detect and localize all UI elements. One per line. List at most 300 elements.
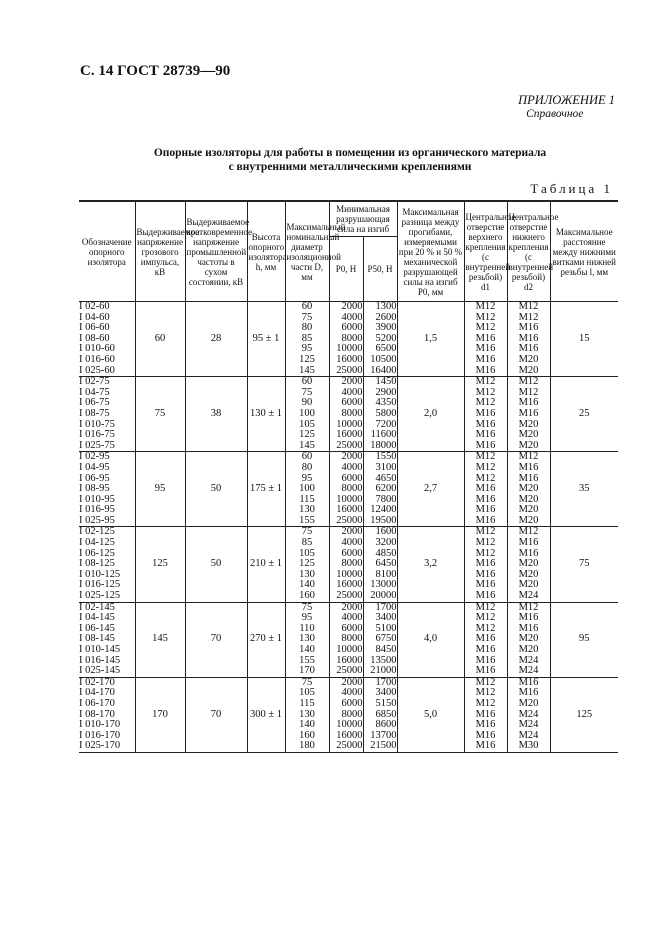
diameter-cell-value: 180: [299, 740, 315, 752]
lower-thread-cell-value: M16: [518, 687, 539, 699]
lower-thread-cell-value: M12: [518, 376, 539, 388]
upper-thread-cell-value: M12: [475, 451, 496, 463]
lower-thread-cell: [507, 527, 550, 602]
designation-cell-value: I 016-95: [79, 504, 115, 516]
lower-thread-cell-value: M20: [518, 568, 539, 580]
table-row-group: [79, 602, 618, 677]
table-title-line2: с внутренними металлическими креплениями: [228, 161, 472, 173]
p0-cell: [329, 602, 363, 677]
upper-thread-cell-value: M12: [475, 461, 496, 473]
impulse-voltage-cell: 95: [135, 452, 185, 527]
insulator-table: [79, 200, 618, 753]
lower-thread-cell-value: M20: [518, 504, 539, 516]
lower-thread-cell-value: M20: [518, 579, 539, 591]
lower-thread-cell-value: M20: [518, 429, 539, 441]
diameter-cell-value: 75: [301, 601, 313, 613]
designation-cell-value: I 016-170: [79, 729, 121, 741]
diameter-cell-value: 145: [299, 364, 315, 376]
diameter-cell-value: 75: [301, 526, 313, 538]
p50-cell: [363, 677, 397, 752]
upper-thread-cell: [464, 527, 507, 602]
p50-cell-value: 3900: [375, 322, 397, 334]
max-distance-cell: 95: [550, 602, 618, 677]
impulse-voltage-cell: 60: [135, 302, 185, 377]
diameter-cell-value: 130: [299, 633, 315, 645]
designation-cell-value: I 010-170: [79, 719, 121, 731]
diameter-cell-value: 75: [301, 386, 313, 398]
height-cell: 130 ± 1: [247, 377, 285, 452]
lower-thread-cell-value: M12: [518, 451, 539, 463]
p50-cell-value: 1700: [375, 601, 397, 613]
designation-cell-value: I 06-60: [79, 322, 110, 334]
lower-thread-cell-value: M20: [518, 353, 539, 365]
p50-cell-value: 5100: [375, 622, 397, 634]
p0-cell: [329, 452, 363, 527]
col-header-diameter: Максимальный номинальный диаметр изоляционной части D, мм: [285, 201, 329, 302]
designation-cell-value: I 016-125: [79, 579, 121, 591]
p50-cell-value: 1300: [375, 301, 397, 312]
p50-cell-value: 6750: [375, 633, 397, 645]
p50-cell-value: 4350: [375, 397, 397, 409]
designation-cell: [79, 302, 135, 377]
upper-thread-cell-value: M16: [475, 558, 496, 570]
designation-cell-value: I 08-170: [79, 708, 115, 720]
upper-thread-cell-value: M16: [475, 514, 496, 526]
lower-thread-cell-value: M24: [518, 719, 539, 731]
col-header-designation: Обозначение опорного изолятора: [79, 201, 135, 302]
lower-thread-cell-value: M16: [518, 322, 539, 334]
p0-cell-value: 8000: [341, 633, 363, 645]
p50-cell-value: 13500: [370, 654, 397, 666]
appendix-title: ПРИЛОЖЕНИЕ 1: [518, 93, 615, 107]
p0-cell-value: 4000: [341, 461, 363, 473]
p0-cell-value: 16000: [336, 504, 363, 516]
upper-thread-cell-value: M16: [475, 633, 496, 645]
diameter-cell-value: 95: [301, 343, 313, 355]
p0-cell-value: 8000: [341, 558, 363, 570]
p0-cell-value: 8000: [341, 407, 363, 419]
p0-cell-value: 4000: [341, 311, 363, 323]
diameter-cell-value: 105: [299, 547, 315, 559]
max-deflection-cell: 2,7: [397, 452, 464, 527]
lower-thread-cell-value: M20: [518, 697, 539, 709]
height-cell: 175 ± 1: [247, 452, 285, 527]
upper-thread-cell-value: M16: [475, 579, 496, 591]
designation-cell-value: I 016-145: [79, 654, 121, 666]
designation-cell-value: I 04-60: [79, 311, 110, 323]
diameter-cell-value: 115: [299, 493, 315, 505]
designation-cell: [79, 602, 135, 677]
designation-cell-value: I 016-60: [79, 353, 115, 365]
lower-thread-cell-value: M16: [518, 343, 539, 355]
designation-cell-value: I 08-145: [79, 633, 115, 645]
designation-cell-value: I 010-125: [79, 568, 121, 580]
p0-cell-value: 16000: [336, 654, 363, 666]
lower-thread-cell-value: M20: [518, 364, 539, 376]
upper-thread-cell-value: M16: [475, 343, 496, 355]
p50-cell-value: 5150: [375, 697, 397, 709]
p50-cell-value: 6500: [375, 343, 397, 355]
diameter-cell-value: 130: [299, 504, 315, 516]
p50-cell-value: 8100: [375, 568, 397, 580]
max-distance-cell: 25: [550, 377, 618, 452]
lower-thread-cell-value: M20: [518, 558, 539, 570]
upper-thread-cell-value: M12: [475, 676, 496, 688]
table-title: [80, 146, 620, 174]
p0-cell-value: 8000: [341, 708, 363, 720]
diameter-cell-value: 130: [299, 568, 315, 580]
diameter-cell-value: 130: [299, 708, 315, 720]
p50-cell-value: 2900: [375, 386, 397, 398]
p0-cell-value: 10000: [336, 493, 363, 505]
height-cell: 95 ± 1: [247, 302, 285, 377]
max-distance-cell: 35: [550, 452, 618, 527]
diameter-cell-value: 85: [301, 537, 313, 549]
designation-cell-value: I 08-125: [79, 558, 115, 570]
lower-thread-cell-value: M16: [518, 622, 539, 634]
p0-cell-value: 8000: [341, 483, 363, 495]
designation-cell: [79, 527, 135, 602]
upper-thread-cell: [464, 377, 507, 452]
max-deflection-cell: 2,0: [397, 377, 464, 452]
height-cell: 210 ± 1: [247, 527, 285, 602]
height-cell: 300 ± 1: [247, 677, 285, 752]
diameter-cell-value: 140: [299, 644, 315, 655]
designation-cell-value: I 010-75: [79, 418, 115, 430]
upper-thread-cell-value: M16: [475, 353, 496, 365]
designation-cell-value: I 010-95: [79, 493, 115, 505]
lower-thread-cell-value: M20: [518, 483, 539, 495]
designation-cell-value: I 010-145: [79, 644, 121, 655]
p0-cell-value: 8000: [341, 332, 363, 344]
p0-cell: [329, 302, 363, 377]
diameter-cell-value: 125: [299, 558, 315, 570]
page-header: С. 14 ГОСТ 28739—90: [80, 63, 231, 79]
table-row-group: [79, 527, 618, 602]
p0-cell-value: 16000: [336, 579, 363, 591]
p50-cell-value: 5800: [375, 407, 397, 419]
impulse-voltage-cell: 170: [135, 677, 185, 752]
p0-cell-value: 25000: [336, 590, 363, 602]
upper-thread-cell-value: M12: [475, 547, 496, 559]
upper-thread-cell-value: M16: [475, 729, 496, 741]
designation-cell-value: I 02-125: [79, 526, 115, 538]
upper-thread-cell-value: M12: [475, 612, 496, 624]
p50-cell-value: 11600: [370, 429, 397, 441]
power-freq-voltage-cell: 38: [185, 377, 247, 452]
p50-cell-value: 6450: [375, 558, 397, 570]
designation-cell-value: I 025-95: [79, 514, 115, 526]
max-distance-cell: 125: [550, 677, 618, 752]
lower-thread-cell: [507, 452, 550, 527]
designation-cell-value: I 02-75: [79, 376, 110, 388]
max-distance-cell: 15: [550, 302, 618, 377]
max-deflection-cell: 5,0: [397, 677, 464, 752]
col-header-min-force: Минимальная разрушающая сила на изгиб: [329, 201, 397, 237]
diameter-cell-value: 160: [299, 729, 315, 741]
designation-cell-value: I 025-170: [79, 740, 121, 752]
designation-cell-value: I 016-75: [79, 429, 115, 441]
designation-cell-value: I 06-125: [79, 547, 115, 559]
power-freq-voltage-cell: 50: [185, 527, 247, 602]
designation-cell: [79, 452, 135, 527]
p0-cell-value: 25000: [336, 439, 363, 451]
lower-thread-cell-value: M24: [518, 708, 539, 720]
p0-cell-value: 25000: [336, 665, 363, 677]
p50-cell-value: 16400: [370, 364, 397, 376]
diameter-cell-value: 155: [299, 654, 315, 666]
designation-cell-value: I 08-75: [79, 407, 110, 419]
designation-cell-value: I 02-60: [79, 301, 110, 312]
upper-thread-cell: [464, 677, 507, 752]
diameter-cell-value: 85: [301, 332, 313, 344]
table-caption: Таблица 1: [530, 181, 613, 196]
lower-thread-cell-value: M16: [518, 472, 539, 484]
p50-cell-value: 20000: [370, 590, 397, 602]
p0-cell-value: 10000: [336, 568, 363, 580]
p50-cell-value: 8600: [375, 719, 397, 731]
designation-cell-value: I 025-60: [79, 364, 115, 376]
designation-cell-value: I 04-145: [79, 612, 115, 624]
diameter-cell: [285, 377, 329, 452]
table-row: [79, 452, 618, 527]
p50-cell-value: 19500: [370, 514, 397, 526]
lower-thread-cell-value: M30: [518, 740, 539, 752]
col-header-power-freq-voltage: Выдерживаемое кратковременное напряжение промышленной частоты в сухом состоянии, кВ: [185, 201, 247, 302]
diameter-cell: [285, 677, 329, 752]
col-header-impulse-voltage: Выдерживаемое напряжение грозового импульса, кВ: [135, 201, 185, 302]
p50-cell-value: 5200: [375, 332, 397, 344]
diameter-cell-value: 155: [299, 514, 315, 526]
p0-cell-value: 16000: [336, 429, 363, 441]
p0-cell-value: 10000: [336, 719, 363, 731]
p0-cell-value: 2000: [341, 601, 363, 613]
lower-thread-cell-value: M12: [518, 386, 539, 398]
diameter-cell: [285, 302, 329, 377]
diameter-cell-value: 75: [301, 676, 313, 688]
diameter-cell: [285, 602, 329, 677]
impulse-voltage-cell: 125: [135, 527, 185, 602]
designation-cell-value: I 04-95: [79, 461, 110, 473]
lower-thread-cell-value: M20: [518, 493, 539, 505]
height-cell: 270 ± 1: [247, 602, 285, 677]
lower-thread-cell: [507, 377, 550, 452]
upper-thread-cell-value: M12: [475, 537, 496, 549]
lower-thread-cell-value: M24: [518, 590, 539, 602]
designation-cell-value: I 06-170: [79, 697, 115, 709]
designation-cell-value: I 025-145: [79, 665, 121, 677]
upper-thread-cell-value: M12: [475, 687, 496, 699]
power-freq-voltage-cell: 70: [185, 677, 247, 752]
p0-cell-value: 2000: [341, 676, 363, 688]
designation-cell-value: I 025-125: [79, 590, 121, 602]
upper-thread-cell: [464, 452, 507, 527]
upper-thread-cell-value: M12: [475, 322, 496, 334]
upper-thread-cell: [464, 302, 507, 377]
p0-cell-value: 6000: [341, 472, 363, 484]
diameter-cell: [285, 527, 329, 602]
p0-cell-value: 6000: [341, 397, 363, 409]
designation-cell: [79, 377, 135, 452]
table-row-group: [79, 677, 618, 752]
designation-cell-value: I 025-75: [79, 439, 115, 451]
upper-thread-cell-value: M16: [475, 665, 496, 677]
upper-thread-cell-value: M16: [475, 719, 496, 731]
p50-cell-value: 7200: [375, 418, 397, 430]
appendix-subtitle: Справочное: [526, 108, 584, 120]
p0-cell-value: 2000: [341, 301, 363, 312]
upper-thread-cell-value: M16: [475, 364, 496, 376]
p50-cell-value: 1450: [375, 376, 397, 388]
upper-thread-cell-value: M16: [475, 483, 496, 495]
p50-cell-value: 4650: [375, 472, 397, 484]
max-deflection-cell: 4,0: [397, 602, 464, 677]
designation-cell-value: I 04-170: [79, 687, 115, 699]
lower-thread-cell-value: M16: [518, 676, 539, 688]
diameter-cell-value: 75: [301, 311, 313, 323]
diameter-cell-value: 145: [299, 439, 315, 451]
p50-cell: [363, 527, 397, 602]
p0-cell-value: 2000: [341, 526, 363, 538]
p0-cell-value: 4000: [341, 386, 363, 398]
upper-thread-cell-value: M12: [475, 311, 496, 323]
upper-thread-cell-value: M12: [475, 622, 496, 634]
table-row: [79, 377, 618, 452]
power-freq-voltage-cell: 28: [185, 302, 247, 377]
upper-thread-cell: [464, 602, 507, 677]
p50-cell-value: 10500: [370, 353, 397, 365]
upper-thread-cell-value: M16: [475, 439, 496, 451]
upper-thread-cell-value: M12: [475, 472, 496, 484]
p0-cell-value: 4000: [341, 537, 363, 549]
col-header-p50: P50, Н: [363, 237, 397, 302]
diameter-cell-value: 170: [299, 665, 315, 677]
lower-thread-cell-value: M24: [518, 665, 539, 677]
p50-cell: [363, 452, 397, 527]
lower-thread-cell-value: M20: [518, 418, 539, 430]
upper-thread-cell-value: M16: [475, 590, 496, 602]
lower-thread-cell-value: M24: [518, 654, 539, 666]
upper-thread-cell-value: M12: [475, 301, 496, 312]
upper-thread-cell-value: M12: [475, 386, 496, 398]
lower-thread-cell: [507, 677, 550, 752]
p0-cell-value: 25000: [336, 364, 363, 376]
diameter-cell-value: 60: [301, 301, 313, 312]
p0-cell-value: 6000: [341, 547, 363, 559]
p0-cell-value: 10000: [336, 644, 363, 655]
diameter-cell-value: 125: [299, 353, 315, 365]
designation-cell-value: I 02-170: [79, 676, 115, 688]
lower-thread-cell-value: M16: [518, 612, 539, 624]
p0-cell-value: 4000: [341, 612, 363, 624]
lower-thread-cell-value: M16: [518, 547, 539, 559]
lower-thread-cell-value: M16: [518, 407, 539, 419]
designation-cell-value: I 04-125: [79, 537, 115, 549]
impulse-voltage-cell: 145: [135, 602, 185, 677]
diameter-cell-value: 60: [301, 451, 313, 463]
p50-cell-value: 21000: [370, 665, 397, 677]
p50-cell-value: 1600: [375, 526, 397, 538]
p50-cell-value: 1550: [375, 451, 397, 463]
power-freq-voltage-cell: 70: [185, 602, 247, 677]
diameter-cell-value: 140: [299, 579, 315, 591]
col-header-height: Высота опорного изолятора h, мм: [247, 201, 285, 302]
p50-cell: [363, 377, 397, 452]
upper-thread-cell-value: M16: [475, 504, 496, 516]
max-distance-cell: 75: [550, 527, 618, 602]
upper-thread-cell-value: M16: [475, 708, 496, 720]
p50-cell-value: 7800: [375, 493, 397, 505]
diameter-cell-value: 140: [299, 719, 315, 731]
table-row-group: [79, 377, 618, 452]
lower-thread-cell: [507, 602, 550, 677]
upper-thread-cell-value: M12: [475, 397, 496, 409]
col-header-p0: P0, Н: [329, 237, 363, 302]
p0-cell-value: 2000: [341, 451, 363, 463]
p0-cell-value: 2000: [341, 376, 363, 388]
p50-cell-value: 3400: [375, 612, 397, 624]
lower-thread-cell: [507, 302, 550, 377]
designation-cell-value: I 02-95: [79, 451, 110, 463]
lower-thread-cell-value: M12: [518, 526, 539, 538]
upper-thread-cell-value: M16: [475, 740, 496, 752]
p0-cell-value: 6000: [341, 697, 363, 709]
diameter-cell-value: 90: [301, 397, 313, 409]
p50-cell-value: 2600: [375, 311, 397, 323]
p50-cell-value: 13700: [370, 729, 397, 741]
designation-cell-value: I 08-60: [79, 332, 110, 344]
max-deflection-cell: 1,5: [397, 302, 464, 377]
p0-cell-value: 6000: [341, 322, 363, 334]
lower-thread-cell-value: M20: [518, 644, 539, 655]
designation-cell-value: I 010-60: [79, 343, 115, 355]
p0-cell-value: 6000: [341, 622, 363, 634]
designation-cell-value: I 06-75: [79, 397, 110, 409]
lower-thread-cell-value: M16: [518, 537, 539, 549]
upper-thread-cell-value: M12: [475, 697, 496, 709]
table-row-group: [79, 452, 618, 527]
power-freq-voltage-cell: 50: [185, 452, 247, 527]
diameter-cell-value: 115: [299, 697, 315, 709]
diameter-cell-value: 100: [299, 483, 315, 495]
table-row: [79, 527, 618, 602]
upper-thread-cell-value: M16: [475, 429, 496, 441]
impulse-voltage-cell: 75: [135, 377, 185, 452]
designation-cell-value: I 06-145: [79, 622, 115, 634]
table-title-line1: Опорные изоляторы для работы в помещении из органического материала: [153, 147, 547, 159]
p0-cell-value: 10000: [336, 418, 363, 430]
diameter-cell-value: 95: [301, 472, 313, 484]
lower-thread-cell-value: M16: [518, 332, 539, 344]
col-header-max-deflection: Максимальная разница между прогибами, измеряемыми при 20 % и 50 % механической разрушающей силы на изгиб P0, мм: [397, 201, 464, 302]
lower-thread-cell-value: M12: [518, 311, 539, 323]
lower-thread-cell-value: M20: [518, 439, 539, 451]
upper-thread-cell-value: M12: [475, 376, 496, 388]
appendix-label: [518, 93, 615, 121]
lower-thread-cell-value: M24: [518, 729, 539, 741]
col-header-max-distance: Максимальное расстояние между нижними витками нижней резьбы l, мм: [550, 201, 618, 302]
p50-cell-value: 3400: [375, 687, 397, 699]
diameter-cell-value: 110: [299, 622, 315, 634]
max-deflection-cell: 3,2: [397, 527, 464, 602]
p0-cell: [329, 527, 363, 602]
upper-thread-cell-value: M12: [475, 601, 496, 613]
p50-cell-value: 8450: [375, 644, 397, 655]
p50-cell-value: 13000: [370, 579, 397, 591]
designation-cell-value: I 04-75: [79, 386, 110, 398]
p50-cell-value: 18000: [370, 439, 397, 451]
p50-cell-value: 3200: [375, 537, 397, 549]
